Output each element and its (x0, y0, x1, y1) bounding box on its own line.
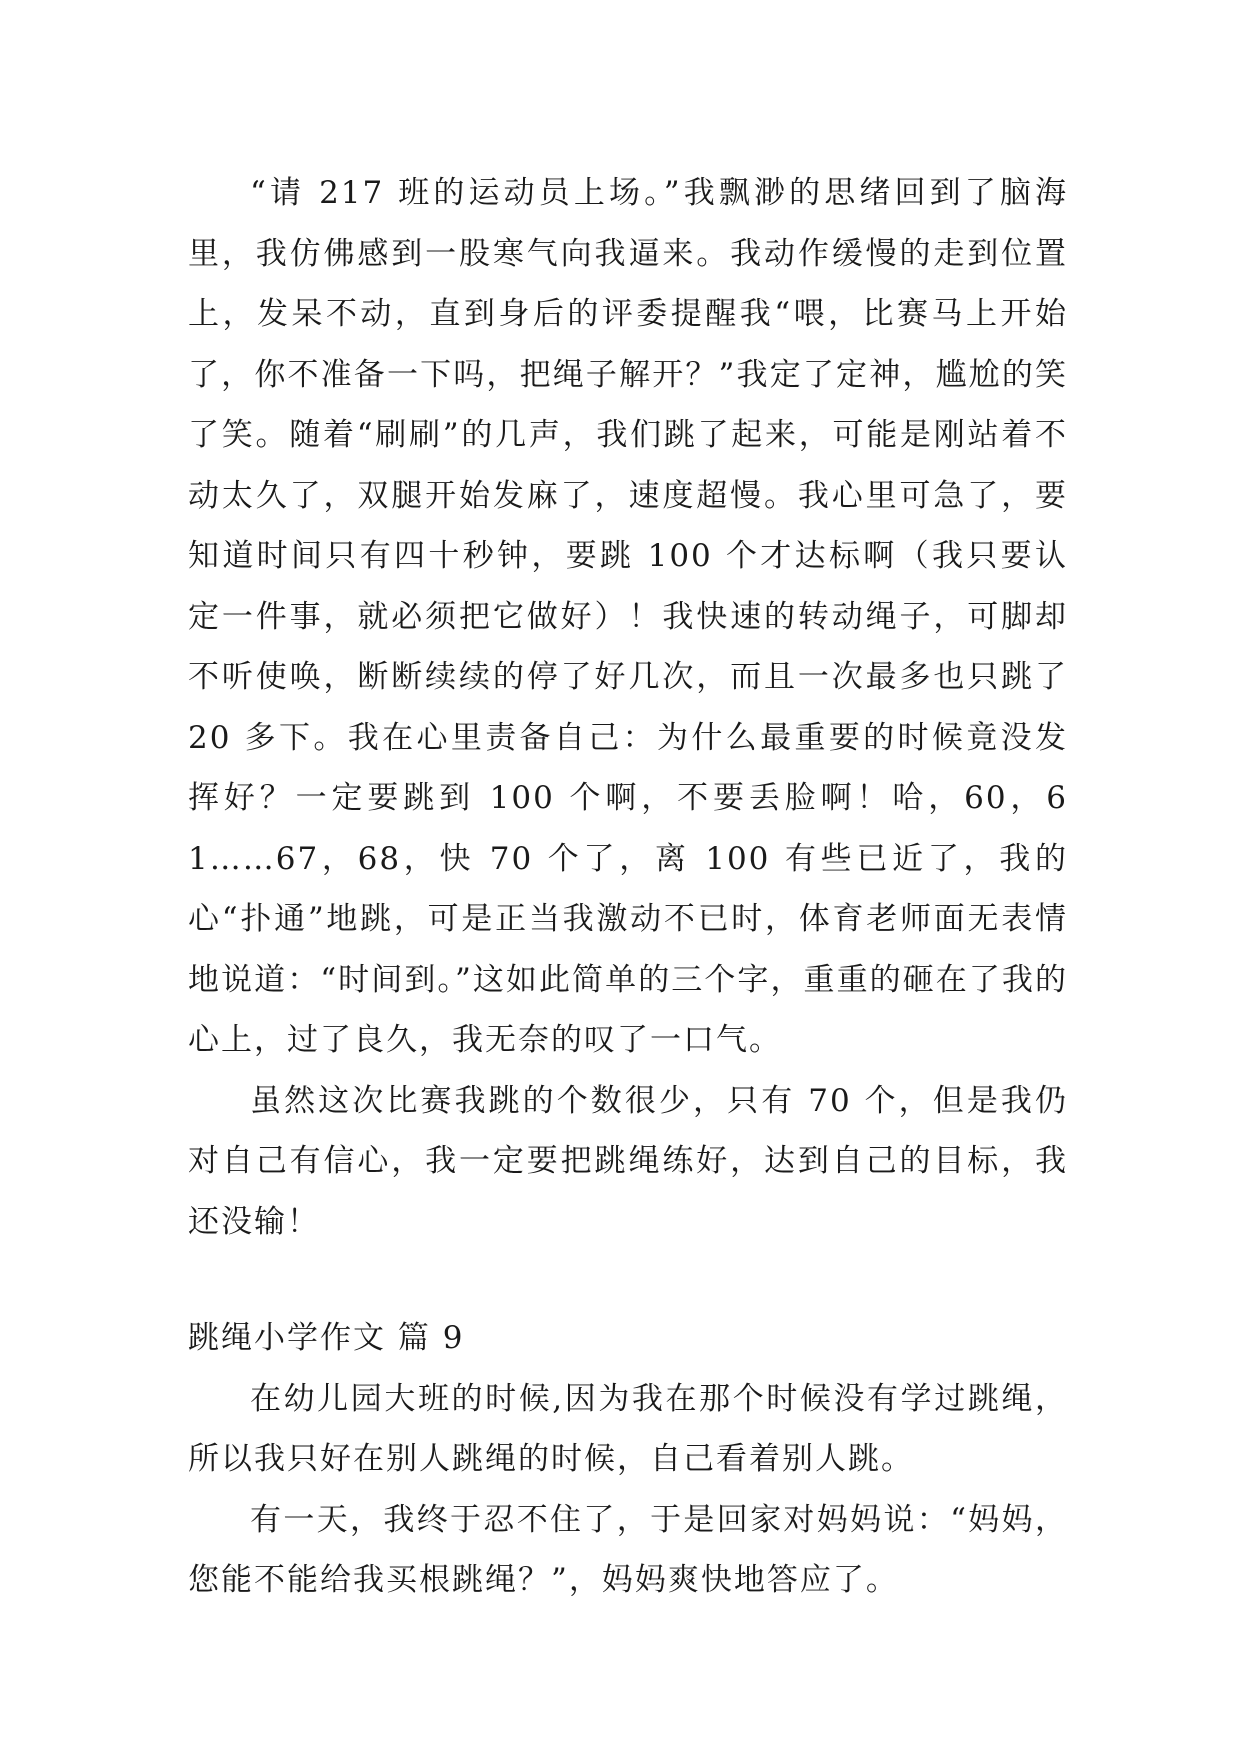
document-body (188, 163, 1068, 1611)
paragraph-kindergarten: 在幼儿园大班的时候,因为我在那个时候没有学过跳绳，所以我只好在别人跳绳的时候，自己看着别人跳。 (188, 1380, 1068, 1477)
paragraph-race-story: “请 217 班的运动员上场。”我飘渺的思绪回到了脑海里，我仿佛感到一股寒气向我逼来。我动作缓慢的走到位置上，发呆不动，直到身后的评委提醒我“喂，比赛马上开始了，你不准备一下吗，把绳子解开？”我定了定神，尴尬的笑了笑。随着“刷刷”的几声，我们跳了起来，可能是刚站着不动太久了，双腿开始发麻了，速度超慢。我心里可急了，要知道时间只有四十秒钟，要跳 100 个才达标啊（我只要认定一件事，就必须把它做好）！我快速的转动绳子，可脚却不听使唤，断断续续的停了好几次，而且一次最多也只跳了 20 多下。我在心里责备自己：为什么最重要的时候竟没发挥好？一定要跳到 100 个啊，不要丢脸啊！哈，60，61……67，68，快 70 个了，离 100 有些已近了，我的心“扑通”地跳，可是正当我激动不已时，体育老师面无表情地说道：“时间到。”这如此简单的三个字，重重的砸在了我的心上，过了良久，我无奈的叹了一口气。 (188, 175, 1068, 1058)
paragraph-ask-mom: 有一天，我终于忍不住了，于是回家对妈妈说：“妈妈，您能不能给我买根跳绳？”，妈妈爽快地答应了。 (188, 1501, 1068, 1598)
section-heading: 跳绳小学作文 篇 9 (188, 1320, 465, 1356)
paragraph-confidence: 虽然这次比赛我跳的个数很少，只有 70 个，但是我仍对自己有信心，我一定要把跳绳练好，达到自己的目标，我还没输！ (188, 1082, 1068, 1240)
